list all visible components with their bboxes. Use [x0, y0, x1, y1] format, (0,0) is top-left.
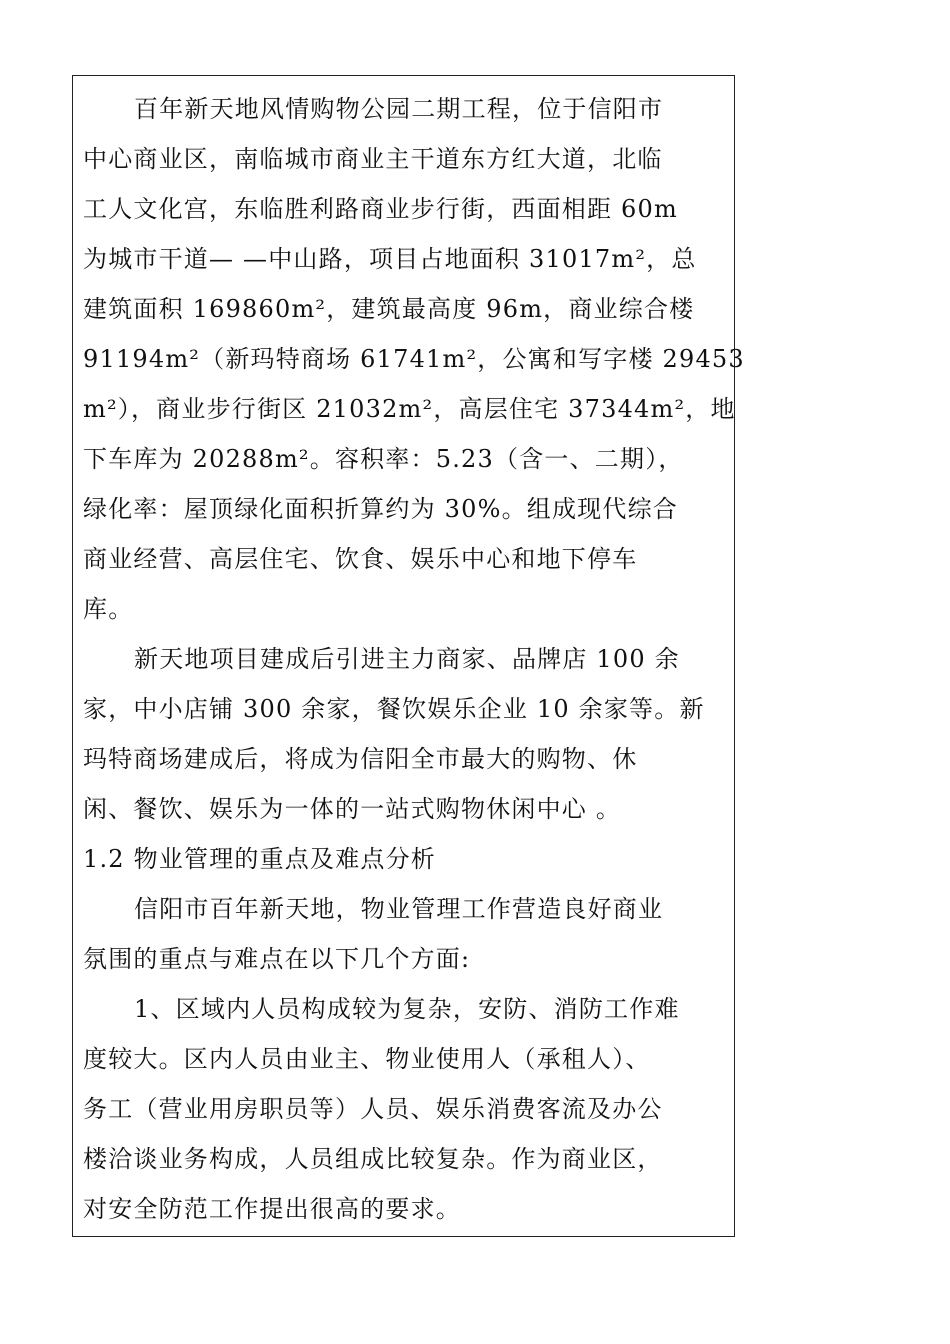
paragraph-line: 信阳市百年新天地，物业管理工作营造良好商业	[134, 895, 664, 923]
section-heading: 1.2 物业管理的重点及难点分析	[83, 845, 436, 873]
paragraph-line: m²），商业步行街区 21032m²，高层住宅 37344m²，地	[83, 395, 736, 423]
document-frame	[72, 75, 745, 1237]
paragraph-line: 中心商业区，南临城市商业主干道东方红大道，北临	[83, 145, 663, 173]
paragraph-line: 新天地项目建成后引进主力商家、品牌店 100 余	[134, 645, 680, 673]
paragraph-line: 建筑面积 169860m²，建筑最高度 96m，商业综合楼	[83, 295, 695, 323]
paragraph-line: 库。	[83, 595, 134, 623]
paragraph-line: 为城市干道— —中山路，项目占地面积 31017m²，总	[83, 245, 697, 273]
paragraph-line: 商业经营、高层住宅、饮食、娱乐中心和地下停车	[83, 545, 638, 573]
paragraph-line: 闲、餐饮、娱乐为一体的一站式购物休闲中心 。	[83, 795, 622, 823]
paragraph-line: 家，中小店铺 300 余家，餐饮娱乐企业 10 余家等。新	[83, 695, 705, 723]
paragraph-line: 百年新天地风情购物公园二期工程，位于信阳市	[134, 95, 664, 123]
paragraph-line: 玛特商场建成后，将成为信阳全市最大的购物、休	[83, 745, 638, 773]
paragraph-line: 度较大。区内人员由业主、物业使用人（承租人）、	[83, 1045, 651, 1073]
paragraph-line: 绿化率：屋顶绿化面积折算约为 30%。组成现代综合	[83, 495, 678, 523]
paragraph-line: 对安全防范工作提出很高的要求。	[83, 1195, 461, 1223]
paragraph-line: 楼洽谈业务构成，人员组成比较复杂。作为商业区，	[83, 1145, 663, 1173]
paragraph-line: 务工（营业用房职员等）人员、娱乐消费客流及办公	[83, 1095, 663, 1123]
paragraph-line: 下车库为 20288m²。容积率：5.23（含一、二期），	[83, 445, 684, 473]
paragraph-line: 氛围的重点与难点在以下几个方面:	[83, 945, 471, 973]
paragraph-line: 1、区域内人员构成较为复杂，安防、消防工作难	[134, 995, 680, 1023]
paragraph-line: 工人文化宫，东临胜利路商业步行街，西面相距 60m	[83, 195, 678, 223]
paragraph-line: 91194m²（新玛特商场 61741m²，公寓和写字楼 29453	[83, 345, 745, 373]
